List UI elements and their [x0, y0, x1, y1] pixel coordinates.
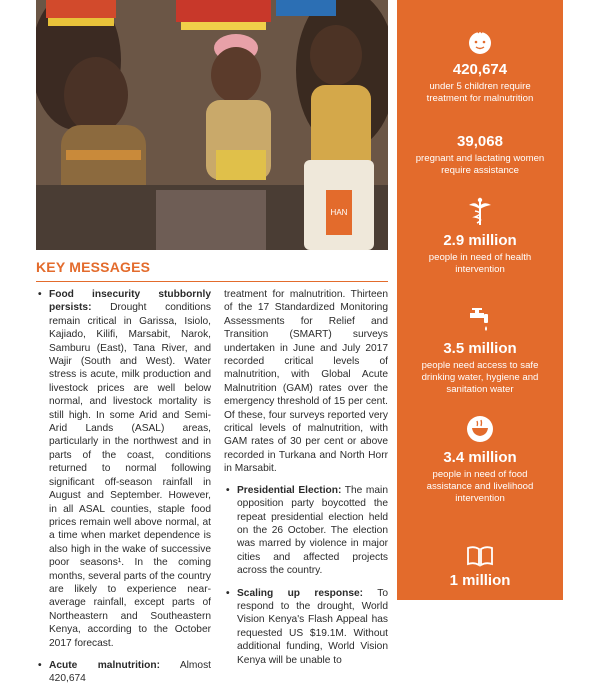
stat-label: people in need of food assistance and livelihood intervention — [426, 469, 534, 504]
bullet-lead: Food insecurity stubbornly persists: — [49, 289, 211, 314]
stat-under5 — [397, 30, 563, 105]
stat-health — [397, 197, 563, 276]
stat-value: 2.9 million — [443, 232, 517, 249]
stat-value: 1 million — [449, 572, 511, 589]
stat-value: 39,068 — [457, 133, 503, 150]
stat-value: 3.5 million — [443, 340, 517, 357]
stat-label: people need access to safe drinking water, hygiene and sanitation water — [421, 360, 539, 395]
bullet-lead: Presidential Election: — [237, 484, 342, 496]
caduceus-icon — [467, 197, 493, 227]
left-column — [36, 288, 211, 695]
stat-value: 3.4 million — [443, 449, 517, 466]
baby-face-icon — [467, 30, 493, 56]
stat-pregnant-women — [397, 133, 563, 177]
stats-sidebar — [397, 0, 563, 600]
bullet-text: Almost 420,674 — [49, 659, 211, 685]
bullet-food-insecurity — [36, 288, 211, 650]
bullet-acute-malnutrition — [36, 659, 211, 686]
heading-divider — [36, 281, 388, 282]
bullet-lead: Acute malnutrition: — [49, 659, 160, 671]
sack-label: HAN — [330, 208, 348, 217]
bullet-text: Drought conditions remain critical in Garissa, Isiolo, Kajiado, Kilifi, Marsabit, Narok, Samburu (East), Tana River, and Wajir (South and West). Water stress is acute, milk production and livestock prices are well below normal, and livestock mortality is still high. In some Arid and Semi-Arid Lands (ASAL) areas, particularly in the northwest and in parts of the coast, conditions returned to normal following significant off-season rainfall in August and September. However, in all ASAL counties, staple food prices remain well above normal, at a time when market dependence is also high in the wake of successive poor seasons¹. In the coming months, several parts of the country are likely to experience near-average rainfall, except parts of Northeastern and Southeastern Kenya, according to the October 2017 forecast. — [49, 302, 211, 649]
bullet-text: To respond to the drought, World Vision Kenya's Flash Appeal has requested US $19.1M. Without additional funding, World Vision Kenya will be unable to — [237, 587, 388, 666]
photo-illustration — [36, 0, 388, 250]
stat-value: 420,674 — [452, 61, 508, 78]
hero-photo — [36, 0, 388, 250]
bullet-scaling-up — [224, 587, 388, 667]
stat-food — [397, 414, 563, 505]
bullet-presidential-election — [224, 484, 388, 578]
stat-water — [397, 307, 563, 396]
open-book-icon — [466, 545, 494, 567]
food-bowl-icon — [465, 414, 495, 444]
stat-label: under 5 children require treatment for malnutrition — [426, 81, 534, 104]
water-tap-icon — [466, 307, 494, 335]
stat-education — [397, 545, 563, 590]
stat-label: pregnant and lactating women require assistance — [415, 153, 545, 176]
malnutrition-continuation: treatment for malnutrition. Thirteen of the 17 Standardized Monitoring Assessments for Relief and Transition (SMART) surveys undertaken in June and July 2017 recorded critical levels of malnutrition, with Global Acute Malnutrition (GAM) rates over the emergency threshold of 15 per cent. Of these, four surveys reported very critical levels of malnutrition, with GAM rates of 30 per cent or above recorded in Turkana and North Horr in Marsabit. — [224, 289, 388, 475]
bullet-lead: Scaling up response: — [237, 587, 364, 599]
stat-label: people in need of health intervention — [428, 252, 532, 275]
key-messages-heading: KEY MESSAGES — [36, 259, 151, 275]
right-column — [224, 288, 388, 676]
bullet-text: The main opposition party boycotted the repeat presidential election held on the 26 October. The election was marred by violence in major cities and affected projects across the country. — [237, 484, 388, 577]
